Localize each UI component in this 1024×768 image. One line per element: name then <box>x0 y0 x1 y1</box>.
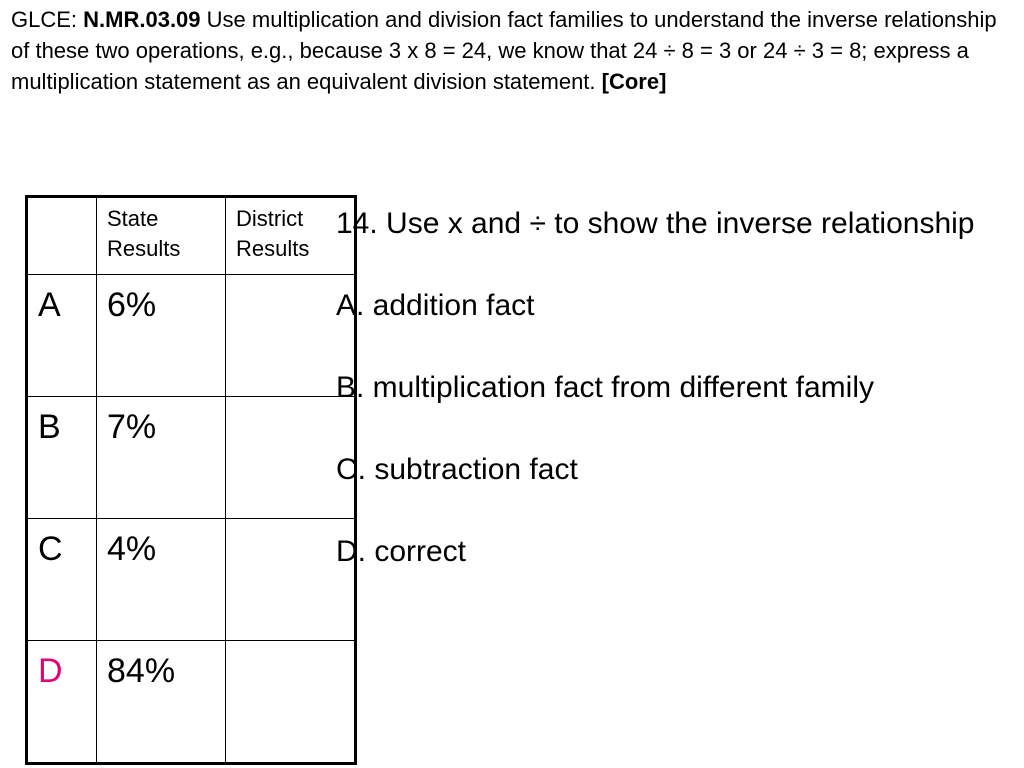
question-prompt: 14. Use x and ÷ to show the inverse relationship <box>336 207 975 240</box>
state-result-b: 7% <box>97 397 226 519</box>
glce-code: N.MR.03.09 <box>83 7 201 32</box>
header-cell-district-results: District Results <box>226 197 356 275</box>
row-letter-c: C <box>27 519 97 641</box>
state-result-c: 4% <box>97 519 226 641</box>
option-a: A. addition fact <box>336 289 535 322</box>
state-result-a: 6% <box>97 275 226 397</box>
glce-standard-text <box>11 4 1019 97</box>
results-table <box>25 195 357 765</box>
option-b: B. multiplication fact from different family <box>336 371 874 404</box>
option-d: D. correct <box>336 535 467 568</box>
header-cell-empty <box>27 197 97 275</box>
glce-core-tag: [Core] <box>601 69 667 94</box>
header-cell-state-results: State Results <box>97 197 226 275</box>
table-row-c <box>27 519 356 641</box>
option-c: C. subtraction fact <box>336 453 578 486</box>
row-letter-a: A <box>27 275 97 397</box>
table-row-a <box>27 275 356 397</box>
row-letter-d: D <box>27 641 97 764</box>
glce-description: Use multiplication and division fact families to understand the inverse relationship of these two operations, e.g., because 3 x 8 = 24, we know that 24 ÷ 8 = 3 or 24 ÷ 3 = 8; express a multiplication statement as an equivalent division statement. <box>11 7 997 94</box>
district-result-d <box>226 641 356 764</box>
table-row-d <box>27 641 356 764</box>
state-result-d: 84% <box>97 641 226 764</box>
question-block <box>336 203 1016 572</box>
glce-prefix: GLCE: <box>11 7 84 32</box>
table-row-b <box>27 397 356 519</box>
table-header-row <box>27 197 356 275</box>
row-letter-b: B <box>27 397 97 519</box>
